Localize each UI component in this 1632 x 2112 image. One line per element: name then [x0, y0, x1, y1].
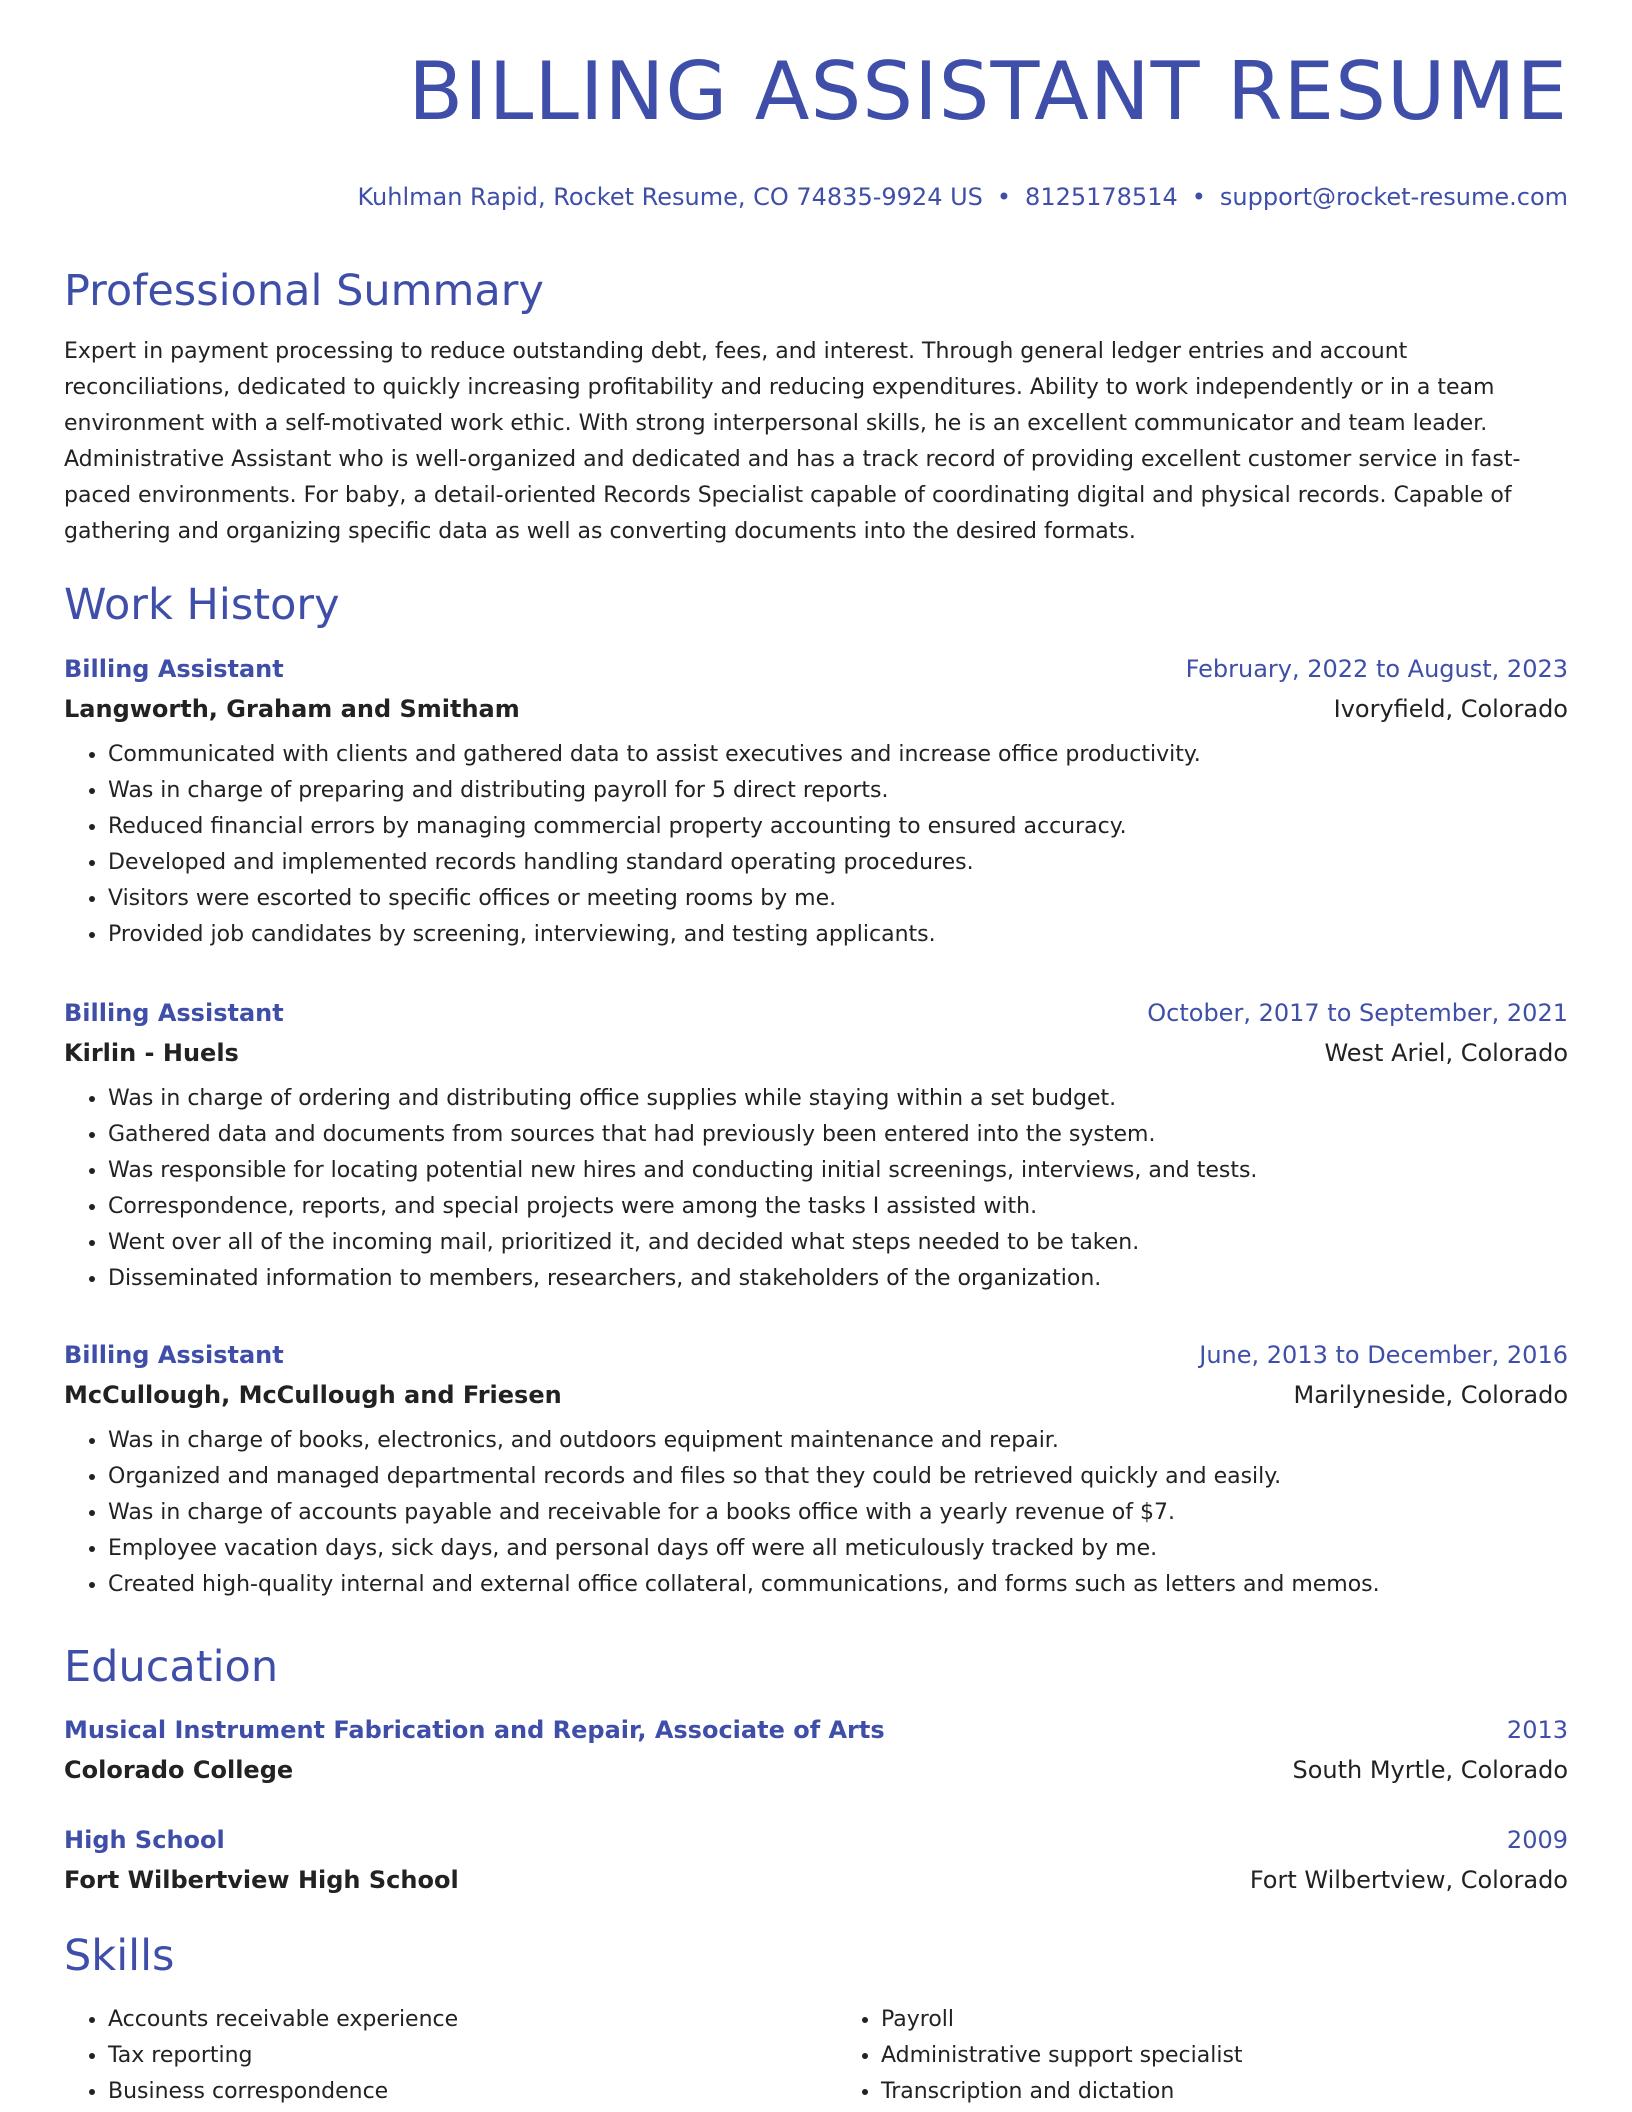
job-bullet: • Employee vacation days, sick days, and personal days off were all meticulously tracked by me.	[108, 1531, 1568, 1567]
job-entry	[64, 649, 1568, 953]
job-dates: October, 2017 to September, 2021	[1147, 999, 1568, 1027]
job-bullets	[64, 737, 1568, 953]
skills-heading: Skills	[64, 1931, 175, 1981]
contact-separator: •	[1191, 183, 1206, 211]
job-bullet: • Visitors were escorted to specific offices or meeting rooms by me.	[108, 881, 1568, 917]
education-school: Colorado College	[64, 1756, 294, 1784]
job-location: Ivoryfield, Colorado	[1333, 695, 1568, 723]
job-dates: February, 2022 to August, 2023	[1185, 655, 1568, 683]
work-history-heading: Work History	[64, 580, 340, 630]
job-entry	[64, 993, 1568, 1297]
job-title: Billing Assistant	[64, 999, 284, 1027]
skill-item: • Transcription and dictation	[881, 2074, 1568, 2110]
skills-column-left	[64, 2002, 795, 2110]
contact-line	[357, 182, 1568, 212]
skill-item: • Accounts receivable experience	[108, 2002, 795, 2038]
job-bullet: • Created high-quality internal and external office collateral, communications, and forms such as letters and memos.	[108, 1567, 1568, 1603]
resume-title: BILLING ASSISTANT RESUME	[408, 45, 1568, 138]
job-bullet: • Gathered data and documents from sources that had previously been entered into the system.	[108, 1117, 1568, 1153]
job-bullet: • Provided job candidates by screening, interviewing, and testing applicants.	[108, 917, 1568, 953]
education-location: South Myrtle, Colorado	[1292, 1756, 1568, 1784]
summary-heading: Professional Summary	[64, 266, 544, 316]
education-year: 2013	[1506, 1716, 1568, 1744]
contact-phone: 8125178514	[1025, 183, 1178, 211]
summary-text: Expert in payment processing to reduce outstanding debt, fees, and interest. Through general ledger entries and account reconciliations, dedicated to quickly increasing profitability and reducing expenditures. Ability to work independently or in a team environment with a self-motivated work ethic. With strong interpersonal skills, he is an excellent communicator and team leader. Administrative Assistant who is well-organized and dedicated and has a track record of providing excellent customer service in fast-paced environments. For baby, a detail-oriented Records Specialist capable of coordinating digital and physical records. Capable of gathering and organizing specific data as well as converting documents into the desired formats.	[64, 339, 1521, 544]
contact-address: Kuhlman Rapid, Rocket Resume, CO 74835-9924 US	[357, 183, 983, 211]
job-entry	[64, 1335, 1568, 1603]
job-bullet: • Was in charge of preparing and distributing payroll for 5 direct reports.	[108, 773, 1568, 809]
job-dates: June, 2013 to December, 2016	[1199, 1341, 1568, 1369]
contact-separator: •	[996, 183, 1012, 211]
job-bullet: • Was in charge of accounts payable and receivable for a books office with a yearly revenue of $7.	[108, 1495, 1568, 1531]
education-entry	[64, 1820, 1568, 1900]
job-bullet: • Correspondence, reports, and special projects were among the tasks I assisted with.	[108, 1189, 1568, 1225]
job-bullet: • Went over all of the incoming mail, prioritized it, and decided what steps needed to be taken.	[108, 1225, 1568, 1261]
job-location: Marilyneside, Colorado	[1293, 1381, 1568, 1409]
skill-item: • Tax reporting	[108, 2038, 795, 2074]
skills-column-right	[837, 2002, 1568, 2110]
contact-email: support@rocket-resume.com	[1219, 183, 1568, 211]
education-location: Fort Wilbertview, Colorado	[1249, 1866, 1568, 1894]
education-heading: Education	[64, 1642, 279, 1692]
education-degree: Musical Instrument Fabrication and Repair, Associate of Arts	[64, 1716, 885, 1744]
job-bullet: • Organized and managed departmental records and files so that they could be retrieved quickly and easily.	[108, 1459, 1568, 1495]
skills-list	[64, 2002, 1568, 2110]
skill-item: • Business correspondence	[108, 2074, 795, 2110]
job-bullet: • Reduced financial errors by managing commercial property accounting to ensured accuracy.	[108, 809, 1568, 845]
skill-item: • Administrative support specialist	[881, 2038, 1568, 2074]
job-company: McCullough, McCullough and Friesen	[64, 1381, 562, 1409]
job-bullets	[64, 1081, 1568, 1297]
job-bullets	[64, 1423, 1568, 1603]
job-bullet: • Communicated with clients and gathered data to assist executives and increase office productivity.	[108, 737, 1568, 773]
job-title: Billing Assistant	[64, 655, 284, 683]
job-bullet: • Developed and implemented records handling standard operating procedures.	[108, 845, 1568, 881]
education-school: Fort Wilbertview High School	[64, 1866, 459, 1894]
job-company: Langworth, Graham and Smitham	[64, 695, 520, 723]
job-bullet: • Was in charge of ordering and distributing office supplies while staying within a set budget.	[108, 1081, 1568, 1117]
job-location: West Ariel, Colorado	[1324, 1039, 1568, 1067]
job-bullet: • Was in charge of books, electronics, and outdoors equipment maintenance and repair.	[108, 1423, 1568, 1459]
job-bullet: • Was responsible for locating potential new hires and conducting initial screenings, interviews, and tests.	[108, 1153, 1568, 1189]
skill-item: • Payroll	[881, 2002, 1568, 2038]
education-year: 2009	[1506, 1826, 1568, 1854]
job-company: Kirlin - Huels	[64, 1039, 239, 1067]
education-degree: High School	[64, 1826, 225, 1854]
education-entry	[64, 1710, 1568, 1790]
job-title: Billing Assistant	[64, 1341, 284, 1369]
job-bullet: • Disseminated information to members, researchers, and stakeholders of the organization.	[108, 1261, 1568, 1297]
